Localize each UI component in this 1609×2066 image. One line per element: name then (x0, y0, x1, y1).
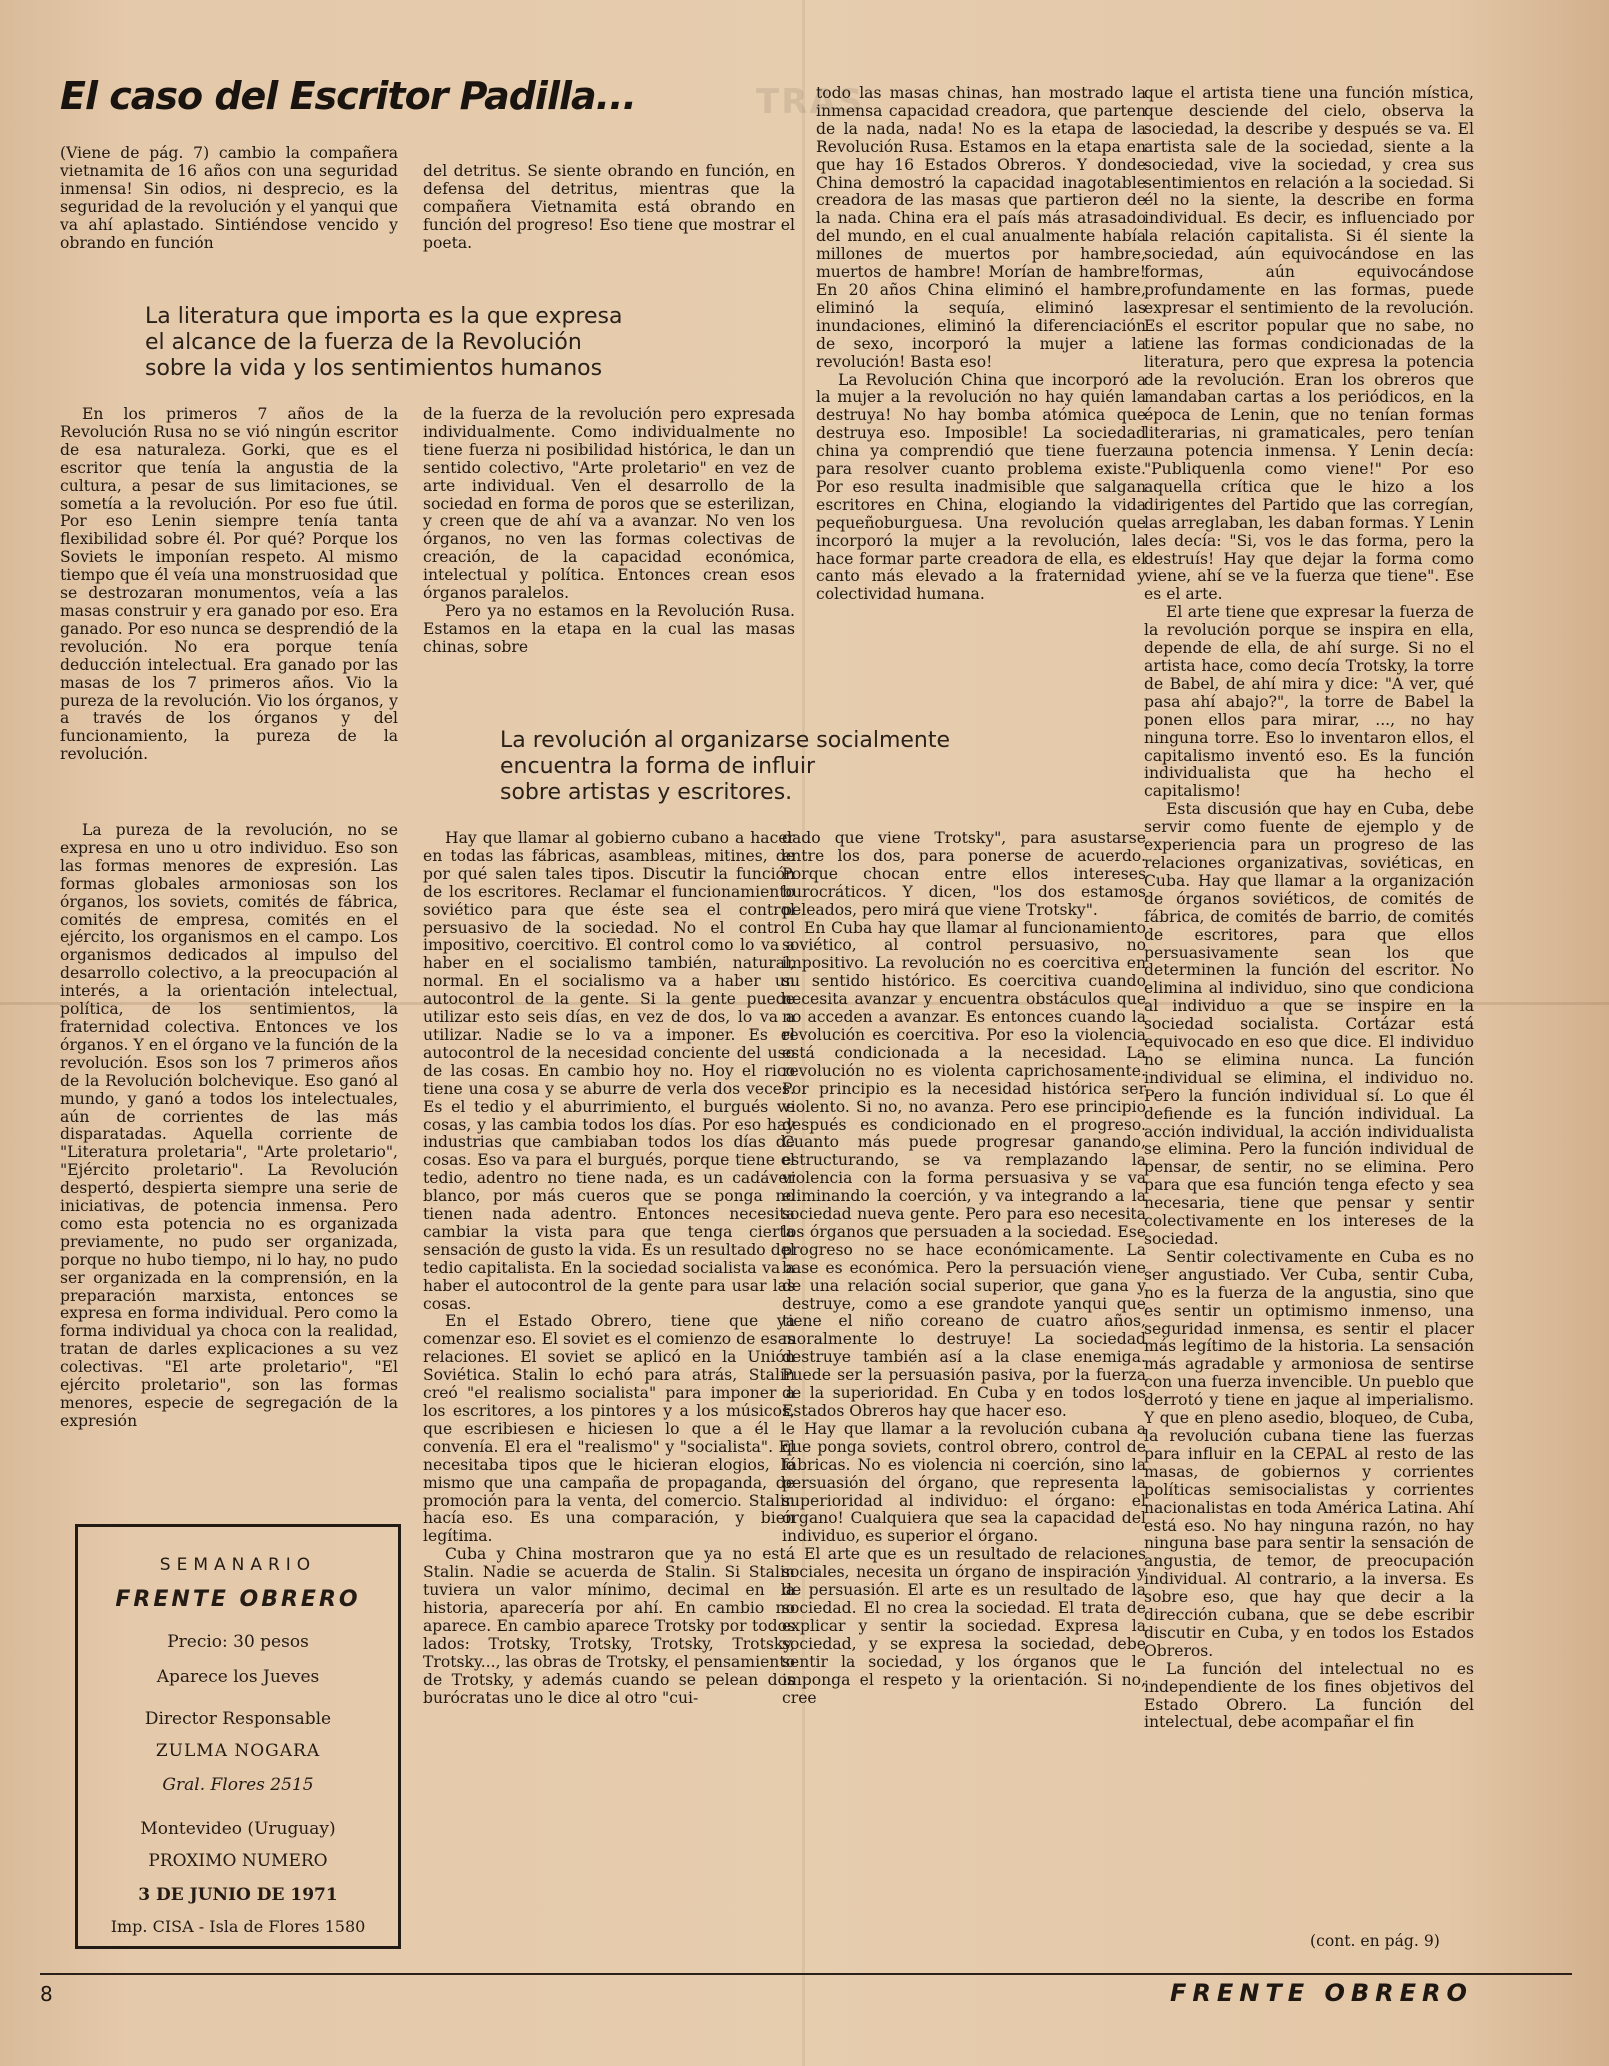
continued-note: (cont. en pág. 9) (1310, 1932, 1440, 1950)
paragraph: La pureza de la revolución, no se expresa en uno u otro individuo. Eso son las formas menores de expresión. Las formas globales armoniosas son los órganos, los soviets, comités de fábrica, comités de empresa, comités en el ejército, los organismos en el campo. Los organismos dedicados al impulso del desarrollo colectivo, a la preocupación al interés, a la orientación intelectual, política, de los sentimientos, la fraternidad colectiva. Entonces ve los órganos. Y en el órgano ve la función de la revolución. Esos son los 7 primeros años de la Revolución bolchevique. Eso ganó al mundo, y ganó a todos los intelectuales, aún de corrientes de las más disparatadas. Aquella corriente de "Literatura proletaria", "Arte proletario", "Ejército proletario". La Revolución despertó, despierta siempre una serie de iniciativas, de potencia inmensa. Pero como esta potencia no es organizada previamente, no pudo ser organizada, porque no hubo tiempo, ni lo hay, no pudo ser organizada en la comprensión, en la preparación marxista, entonces se expresa en forma individual. Pero como la forma individual ya choca con la realidad, tratan de darles explicaciones a su vez colectivas. "El arte proletario", "El ejército proletario", son las formas menores, especie de segregación de la expresión (60, 822, 398, 1430)
masthead-next-label: PROXIMO NUMERO (148, 1851, 328, 1871)
subheading-revolucion (500, 728, 950, 806)
article-column-1-section (60, 406, 398, 812)
masthead-weekly: SEMANARIO (159, 1555, 317, 1575)
paragraph: Hay que llamar al gobierno cubano a hacer en todas las fábricas, asambleas, mitines, de por qué salen tales tipos. Discutir la función de los escritores. Reclamar el funcionamiento soviético para que éste sea el control persuasivo de la sociedad. No el control impositivo, coercitivo. El control como lo va a haber en el socialismo también, natural, normal. En el socialismo va a haber un autocontrol de la gente. Si la gente puede utilizar esto seis días, en vez de dos, lo va a utilizar. Nadie se lo va a imponer. Es el autocontrol de la necesidad conciente del uso de las cosas. En cambio hoy no. Hoy el rico tiene una cosa y se aburre de verla dos veces. Es el tedio y el aburrimiento, el burgués ve cosas, y las cambia todos los días. Por eso hay industrias que cambiaban todos los días de cosas. Eso va para el burgués, porque tiene el tedio, adentro no tiene nada, es un cadáver blanco, por más cueros que se ponga no tienen nada adentro. Entonces necesita cambiar la vista para que tenga cierta sensación de gusto la vida. Es un resultado del tedio capitalista. En la sociedad socialista va a haber el autocontrol de la gente para usar las cosas. (423, 830, 795, 1313)
paragraph: El arte que es un resultado de relaciones sociales, necesita un órgano de inspiración y de persuasión. El arte es un resultado de la sociedad. El no crea la sociedad. El trata de explicar y sentir la sociedad. Expresa la sociedad, y se expresa la sociedad, debe sentir la sociedad, y los órganos que le imponga el respeto y la orientación. Si no, cree (782, 1545, 1146, 1707)
article-column-2-intro (423, 163, 795, 283)
subheading-line: encuentra la forma de influir (500, 754, 816, 779)
masthead-name: FRENTE OBRERO (115, 1587, 361, 1612)
paragraph: todo las masas chinas, han mostrado la inmensa capacidad creadora, que parten de la nada, nada! No es la etapa de la Revolución Rusa. Estamos en la etapa en que hay 16 Estados Obreros. Y donde China demostró la capacidad inagotable creadora de las masas que partieron de la nada. China era el país más atrasado del mundo, en el cual anualmente había millones de muertos por hambre, muertos de hambre! Morían de hambre! En 20 años China eliminó el hambre, eliminó la sequía, eliminó las inundaciones, eliminó la diferenciación de sexo, incorporó la mujer a la revolución! Basta eso! (816, 85, 1146, 371)
paragraph: En los primeros 7 años de la Revolución Rusa no se vió ningún escritor de esa naturaleza. Gorki, que es el escritor que tenía la angustia de la cultura, a pesar de sus limitaciones, se sometía a la revolución. Por eso fue útil. Por eso Lenin siempre tenía tanta flexibilidad sobre él. Por qué? Porque los Soviets le imponían respeto. Al mismo tiempo que él veía una monstruosidad que se destrozaran monumentos, veía a las masas construir y era ganado por eso. Era ganado. Por eso nunca se desprendió de la revolución. No era porque tenía deducción intelectual. Era ganado por las masas de los 7 primeros años. Vio la pureza de la revolución. Vio los órganos, y a través de los órganos y del funcionamiento, la pureza de la revolución. (60, 406, 398, 764)
paragraph: Sentir colectivamente en Cuba es no ser angustiado. Ver Cuba, sentir Cuba, no es la fuerza de la angustia, sino que es sentir un optimismo inmenso, una seguridad inmensa, es sentir el placer más legítimo de la historia. La sensación más agradable y armoniosa de sentirse con una fuerza invencible. Un pueblo que derrotó y tiene en jaque al imperialismo. Y que en pleno asedio, bloqueo, de Cuba, la revolución cubana tiene las fuerzas para influir en la CEPAL al resto de las masas, de gobiernos y corrientes políticas semisocialistas y corrientes nacionalistas en toda América Latina. Ahí está eso. No hay ninguna razón, no hay ninguna base para sentir la sensación de angustia, de temor, de preocupación individual. Al contrario, a la inversa. Es sobre eso, que hay que decir a la dirección cubana, que se debe escribir discutir en Cuba, y en todos los Estados Obreros. (1144, 1247, 1474, 1660)
paragraph: que el artista tiene una función mística, que desciende del cielo, observa la sociedad, la describe y después se va. El artista sale de la sociedad, siente a la sociedad, vive la sociedad, y crea sus sentimientos en relación a la sociedad. Si él no la siente, la describe en forma individual. Es decir, es influenciado por la relación capitalista. Si él siente la sociedad, aún equivocándose en las formas, aún equivocándose profundamente en las formas, puede expresar el sentimiento de la revolución. Es el escritor popular que no sabe, no tiene las formas condicionadas de la literatura, pero que expresa la potencia de la revolución. Eran los obreros que mandaban cartas a los periódicos, en la época de Lenin, que no tenían formas literarias, ni gramaticales, pero tenían una potencia inmensa. Y Lenin decía: "Publiquenla como viene!" Por eso aquella crítica que le hizo a los dirigentes del Partido que las corregían, las arreglaban, les daban formas. Y Lenin les decía: "Si, vos le das forma, pero la destruís! Hay que dejar la forma como viene, ahí se ve la fuerza que tiene". Ese es el arte. (1144, 85, 1474, 604)
footer-rule (40, 1973, 1572, 1975)
subheading-line: La literatura que importa es la que expresa (145, 304, 623, 329)
subheading-line: sobre artistas y escritores. (500, 780, 793, 805)
paragraph: del detritus. Se siente obrando en función, en defensa del detritus, mientras que la compañera Vietnamita está obrando en función del progreso! Eso tiene que mostrar el poeta. (423, 163, 795, 252)
paragraph: La función del intelectual no es independiente de los fines objetivos del Estado Obrero. La función del intelectual, debe acompañar el fin (1144, 1659, 1474, 1732)
show-through-text: TRAS (756, 82, 865, 122)
paragraph: Cuba y China mostraron que ya no está Stalin. Nadie se acuerda de Stalin. Si Stalin tuviera un valor mínimo, decimal en la historia, aparecería por ahí. En cambio no aparece. En cambio aparece Trotsky por todos lados: Trotsky, Trotsky, Trotsky, Trotsky, Trotsky..., las obras de Trotsky, el pensamiento de Trotsky, y además cuando se pelean dos burócratas uno le dice al otro "cui- (423, 1545, 795, 1707)
subheading-line: el alcance de la fuerza de la Revolución (145, 330, 582, 355)
masthead-printer: Imp. CISA - Isla de Flores 1580 (110, 1917, 366, 1936)
subheading-line: sobre la vida y los sentimientos humanos (145, 356, 603, 381)
masthead-price: Precio: 30 pesos (167, 1632, 309, 1652)
masthead-next-date: 3 DE JUNIO DE 1971 (138, 1885, 338, 1905)
article-column-1-lower (60, 822, 398, 1512)
masthead-schedule: Aparece los Jueves (156, 1667, 320, 1687)
article-column-3-lower (782, 830, 1146, 1952)
paragraph: Esta discusión que hay en Cuba, debe servir como fuente de ejemplo y de experiencia para un progreso de las relaciones organizativas, soviéticas, en Cuba. Hay que llamar a la organización de órganos soviéticos, de comités de fábrica, de comités de barrio, de comités de escritores, para que ellos persuasivamente sean los que determinen la función del escritor. No elimina al individuo, sino que condiciona al individuo a que se inspire en la sociedad socialista. Cortázar está equivocado en eso que dice. El individuo no se elimina nunca. La función individual se elimina, el individuo no. Pero la función individual sí. Lo que él defiende es la función individual. La acción individual, la acción individualista se elimina. Pero la función individual de pensar, de sentir, no se elimina. Pero para que esa función tenga efecto y sea necesaria, tiene que pensar y sentir colectivamente en los intereses de la sociedad. (1144, 800, 1474, 1248)
masthead-director: ZULMA NOGARA (155, 1741, 321, 1761)
paragraph: (Viene de pág. 7) cambio la compañera vietnamita de 16 años con una seguridad inmensa! Sin odios, ni desprecio, es la seguridad de la revolución y el yanqui que va ahí aplastado. Sintiéndose vencido y obrando en función (60, 145, 398, 252)
paragraph: En el Estado Obrero, tiene que ya comenzar eso. El soviet es el comienzo de esas relaciones. El soviet se aplicó en la Unión Soviética. Stalin lo echó para atrás, Stalin creó "el realismo socialista" para imponer a los escritores, a los pintores y a los músicos, que escribiesen e hiciesen lo que a él le convenía. El era el "realismo" y "socialista". El necesitaba tipos que le hicieran elogios, lo mismo que una campaña de propaganda, de promoción para la venta, del comercio. Stalin hacía eso. Es una comparación, y bien legítima. (423, 1312, 795, 1546)
article-column-4 (1144, 85, 1474, 1933)
article-column-3-upper (816, 85, 1146, 705)
paragraph: La Revolución China que incorporó a la mujer a la revolución no hay quién la destruya! No hay bomba atómica que destruya eso. Imposible! La sociedad china ya comprendió que tiene fuerza para resolver cuanto problema existe. Por eso resulta inadmisible que salgan escritores en China, elogiando la vida pequeñoburguesa. Una revolución que incorporó la mujer a la revolución, la hace formar parte creadora de ella, es el canto más elevado a la fraternidad y colectividad humana. (816, 370, 1146, 604)
paragraph: Hay que llamar a la revolución cubana a que ponga soviets, control obrero, control de fábricas. No es violencia ni coerción, sino la persuasión del órgano, que representa la superioridad al individuo: el órgano: el órgano! Cualquiera que sea la capacidad del individuo, es superior el órgano. (782, 1419, 1146, 1546)
page-number: 8 (40, 1982, 53, 2006)
paragraph: Pero ya no estamos en la Revolución Rusa. Estamos en la etapa en la cual las masas chinas, sobre (423, 601, 795, 656)
paragraph: El arte tiene que expresar la fuerza de la revolución porque se inspira en ella, depende de ella, de ahí surge. Si no el artista hace, como decía Trotsky, la torre de Babel, de ahí mira y dice: "A ver, qué pasa ahí abajo?", la torre de Babel la ponen ellos para mirar, ..., no hay ninguna torre. Eso lo inventaron ellos, el capitalismo inventó eso. Es la función individualista que ha hecho el capitalismo! (1144, 603, 1474, 801)
subheading-line: La revolución al organizarse socialmente (500, 728, 951, 753)
paragraph: dado que viene Trotsky", para asustarse entre los dos, para ponerse de acuerdo. Porque chocan entre ellos intereses burocráticos. Y dicen, "los dos estamos peleados, pero mirá que viene Trotsky". (782, 830, 1146, 919)
masthead-director-label: Director Responsable (144, 1709, 332, 1729)
masthead-address: Gral. Flores 2515 (162, 1775, 314, 1795)
paragraph: En Cuba hay que llamar al funcionamiento soviético, al control persuasivo, no impositivo. La revolución no es coercitiva en su sentido histórico. Es coercitiva cuando necesita avanzar y encuentra obstáculos que no acceden a avanzar. Es entonces cuando la revolución es coercitiva. Por eso la violencia está condicionada a la necesidad. La revolución no es violenta caprichosamente. Por principio es la necesidad histórica ser violento. Si no, no avanza. Pero ese principio después es condicionado en el progreso. Cuanto más puede progresar ganando, estructurando, se va remplazando la violencia con la forma persuasiva y se va eliminando la coerción, y va integrando a la sociedad nueva gente. Pero para eso necesita los órganos que persuaden a la sociedad. Ese progreso no se hace económicamente. La base es económica. Pero la persuación viene de una relación social superior, que gana y destruye, como a ese grandote yanqui que tiene el niño coreano de cuatro años, moralmente lo destruye! La sociedad destruye también así a la clase enemiga. Puede ser la persuasión pasiva, por la fuerza de la superioridad. En Cuba y en todos los Estados Obreros hay que hacer eso. (782, 918, 1146, 1420)
paragraph: de la fuerza de la revolución pero expresada individualmente. Como individualmente no tiene fuerza ni posibilidad histórica, le dan un sentido colectivo, "Arte proletario" en vez de arte individual. Ven el desarrollo de la sociedad en forma de poros que se esterilizan, y creen que de ahí va a avanzar. No ven los órganos, no ven las formas colectivas de creación, de la capacidad económica, intelectual y política. Entonces crean esos órganos paralelos. (423, 406, 795, 603)
subheading-literatura (145, 304, 622, 382)
headline: El caso del Escritor Padilla... (60, 74, 636, 118)
article-column-2-section (423, 406, 795, 704)
article-column-2-lower (423, 830, 795, 1952)
masthead-city: Montevideo (Uruguay) (140, 1819, 336, 1839)
masthead-box (75, 1524, 401, 1949)
footer-title: FRENTE OBRERO (1170, 1979, 1473, 2007)
article-column-1-intro (60, 145, 398, 283)
